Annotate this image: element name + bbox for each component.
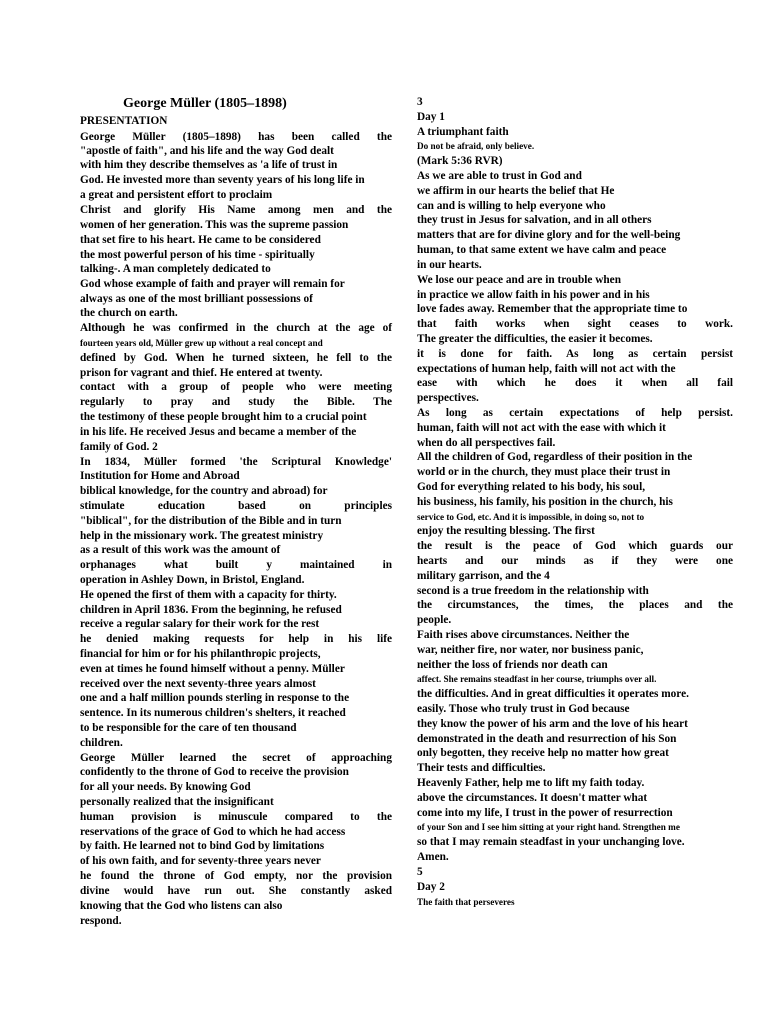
right-text-line: so that I may remain steadfast in your unchanging love.: [417, 836, 685, 848]
right-text-line: they know the power of his arm and the love of his heart: [417, 718, 688, 730]
left-text-line: always as one of the most brilliant possessions of: [80, 293, 313, 305]
left-text-line: "apostle of faith", and his life and the way God dealt: [80, 145, 334, 157]
left-text-line: PRESENTATION: [80, 115, 168, 127]
right-text-line: Day 1: [417, 111, 445, 123]
right-text-line: can and is willing to help everyone who: [417, 200, 606, 212]
right-text-line: it is done for faith. As long as certain persist: [417, 348, 733, 360]
right-text-line: second is a true freedom in the relationship with: [417, 585, 649, 597]
document-title: George Müller (1805–1898): [123, 96, 287, 111]
right-text-line: of your Son and I see him sitting at your right hand. Strengthen me: [417, 822, 680, 832]
left-text-line: fourteen years old, Müller grew up without a real concept and: [80, 338, 323, 348]
left-text-line: operation in Ashley Down, in Bristol, England.: [80, 574, 305, 586]
left-text-line: that set fire to his heart. He came to be considered: [80, 234, 321, 246]
left-text-line: Institution for Home and Abroad: [80, 470, 240, 482]
right-text-line: love fades away. Remember that the appropriate time to: [417, 303, 688, 315]
right-text-line: that faith works when sight ceases to work.: [417, 318, 733, 330]
right-text-line: The faith that perseveres: [417, 897, 515, 907]
right-text-line: enjoy the resulting blessing. The first: [417, 525, 595, 537]
left-text-line: reservations of the grace of God to which he had access: [80, 826, 346, 838]
left-text-line: of his own faith, and for seventy-three years never: [80, 855, 321, 867]
right-text-line: Their tests and difficulties.: [417, 762, 546, 774]
right-text-line: 3: [417, 96, 423, 108]
right-text-line: ease with which he does it when all fail: [417, 377, 733, 389]
right-text-line: service to God, etc. And it is impossible, in doing so, not to: [417, 512, 645, 522]
left-text-line: God. He invested more than seventy years of his long life in: [80, 174, 365, 186]
left-text-line: Christ and glorify His Name among men and the: [80, 204, 392, 216]
right-text-line: human, faith will not act with the ease with which it: [417, 422, 666, 434]
right-text-line: only begotten, they receive help no matter how great: [417, 747, 669, 759]
left-text-line: as a result of this work was the amount of: [80, 544, 281, 556]
left-text-line: children.: [80, 737, 123, 749]
left-text-line: stimulate education based on principles: [80, 500, 392, 512]
right-text-line: come into my life, I trust in the power of resurrection: [417, 807, 673, 819]
left-text-line: respond.: [80, 915, 122, 927]
left-text-line: George Müller learned the secret of approaching: [80, 752, 392, 764]
right-text-line: A triumphant faith: [417, 126, 509, 138]
right-text-line: 5: [417, 866, 423, 878]
right-text-line: Do not be afraid, only believe.: [417, 141, 535, 151]
left-text-line: orphanages what built y maintained in: [80, 559, 392, 571]
right-text-line: The greater the difficulties, the easier it becomes.: [417, 333, 653, 345]
left-text-line: women of her generation. This was the supreme passion: [80, 219, 349, 231]
right-text-line: (Mark 5:36 RVR): [417, 155, 503, 167]
left-text-line: even at times he found himself without a penny. Müller: [80, 663, 345, 675]
right-text-line: world or in the church, they must place their trust in: [417, 466, 671, 478]
right-text-line: in our hearts.: [417, 259, 482, 271]
left-text-line: to be responsible for the care of ten thousand: [80, 722, 297, 734]
right-text-line: hearts and our minds as if they were one: [417, 555, 733, 567]
right-text-line: in practice we allow faith in his power and in his: [417, 289, 650, 301]
right-text-line: God for everything related to his body, his soul,: [417, 481, 646, 493]
left-text-line: Although he was confirmed in the church at the age of: [80, 322, 392, 334]
left-text-line: children in April 1836. From the beginning, he refused: [80, 604, 342, 616]
left-text-line: help in the missionary work. The greatest ministry: [80, 530, 324, 542]
right-text-line: demonstrated in the death and resurrection of his Son: [417, 733, 677, 745]
left-text-line: confidently to the throne of God to receive the provision: [80, 766, 349, 778]
left-text-line: received over the next seventy-three years almost: [80, 678, 316, 690]
right-text-line: war, neither fire, nor water, nor business panic,: [417, 644, 644, 656]
left-text-line: God whose example of faith and prayer will remain for: [80, 278, 345, 290]
left-text-line: He opened the first of them with a capacity for thirty.: [80, 589, 337, 601]
left-text-line: receive a regular salary for their work for the rest: [80, 618, 320, 630]
right-text-line: the circumstances, the times, the places and the: [417, 599, 733, 611]
right-text-line: Heavenly Father, help me to lift my faith today.: [417, 777, 645, 789]
left-text-line: biblical knowledge, for the country and abroad) for: [80, 485, 328, 497]
right-text-line: perspectives.: [417, 392, 479, 404]
right-text-line: expectations of human help, faith will not act with the: [417, 363, 676, 375]
right-text-line: human, to that same extent we have calm and peace: [417, 244, 667, 256]
right-text-line: they trust in Jesus for salvation, and in all others: [417, 214, 652, 226]
right-text-line: military garrison, and the 4: [417, 570, 550, 582]
left-text-line: he found the throne of God empty, nor the provision: [80, 870, 392, 882]
left-text-line: one and a half million pounds sterling in response to the: [80, 692, 350, 704]
right-text-line: when do all perspectives fail.: [417, 437, 556, 449]
right-text-line: Day 2: [417, 881, 445, 893]
left-text-line: divine would have run out. She constantly asked: [80, 885, 392, 897]
left-text-line: knowing that the God who listens can also: [80, 900, 283, 912]
left-text-line: the testimony of these people brought him to a crucial point: [80, 411, 367, 423]
left-text-line: defined by God. When he turned sixteen, he fell to the: [80, 352, 392, 364]
right-text-line: affect. She remains steadfast in her course, triumphs over all.: [417, 674, 657, 684]
left-text-line: human provision is minuscule compared to the: [80, 811, 392, 823]
left-text-line: sentence. In its numerous children's shelters, it reached: [80, 707, 346, 719]
right-text-line: his business, his family, his position in the church, his: [417, 496, 673, 508]
right-text-line: neither the loss of friends nor death can: [417, 659, 608, 671]
left-text-line: prison for vagrant and thief. He entered at twenty.: [80, 367, 323, 379]
left-text-line: In 1834, Müller formed 'the Scriptural Knowledge': [80, 456, 392, 468]
left-text-line: talking-. A man completely dedicated to: [80, 263, 271, 275]
left-text-line: contact with a group of people who were meeting: [80, 381, 392, 393]
left-text-line: financial for him or for his philanthropic projects,: [80, 648, 321, 660]
right-text-line: the result is the peace of God which guards our: [417, 540, 733, 552]
right-text-line: the difficulties. And in great difficulties it operates more.: [417, 688, 689, 700]
right-text-line: We lose our peace and are in trouble when: [417, 274, 621, 286]
left-text-line: George Müller (1805–1898) has been called the: [80, 131, 392, 143]
right-text-line: we affirm in our hearts the belief that He: [417, 185, 615, 197]
left-text-line: regularly to pray and study the Bible. The: [80, 396, 392, 408]
right-text-line: Faith rises above circumstances. Neither the: [417, 629, 630, 641]
left-text-line: for all your needs. By knowing God: [80, 781, 251, 793]
left-text-line: he denied making requests for help in his life: [80, 633, 392, 645]
right-text-line: As long as certain expectations of help persist.: [417, 407, 733, 419]
right-text-line: All the children of God, regardless of their position in the: [417, 451, 693, 463]
right-text-line: As we are able to trust in God and: [417, 170, 582, 182]
left-text-line: by faith. He learned not to bind God by limitations: [80, 840, 325, 852]
left-text-line: the most powerful person of his time - spiritually: [80, 249, 315, 261]
left-text-line: in his life. He received Jesus and became a member of the: [80, 426, 357, 438]
right-text-line: above the circumstances. It doesn't matter what: [417, 792, 648, 804]
left-text-line: the church on earth.: [80, 307, 178, 319]
right-text-line: matters that are for divine glory and for the well-being: [417, 229, 681, 241]
right-text-line: Amen.: [417, 851, 449, 863]
right-text-line: easily. Those who truly trust in God because: [417, 703, 630, 715]
left-text-line: a great and persistent effort to proclaim: [80, 189, 273, 201]
right-text-line: people.: [417, 614, 452, 626]
left-text-line: personally realized that the insignificant: [80, 796, 274, 808]
left-text-line: family of God. 2: [80, 441, 158, 453]
left-text-line: "biblical", for the distribution of the Bible and in turn: [80, 515, 342, 527]
left-text-line: with him they describe themselves as 'a life of trust in: [80, 159, 338, 171]
